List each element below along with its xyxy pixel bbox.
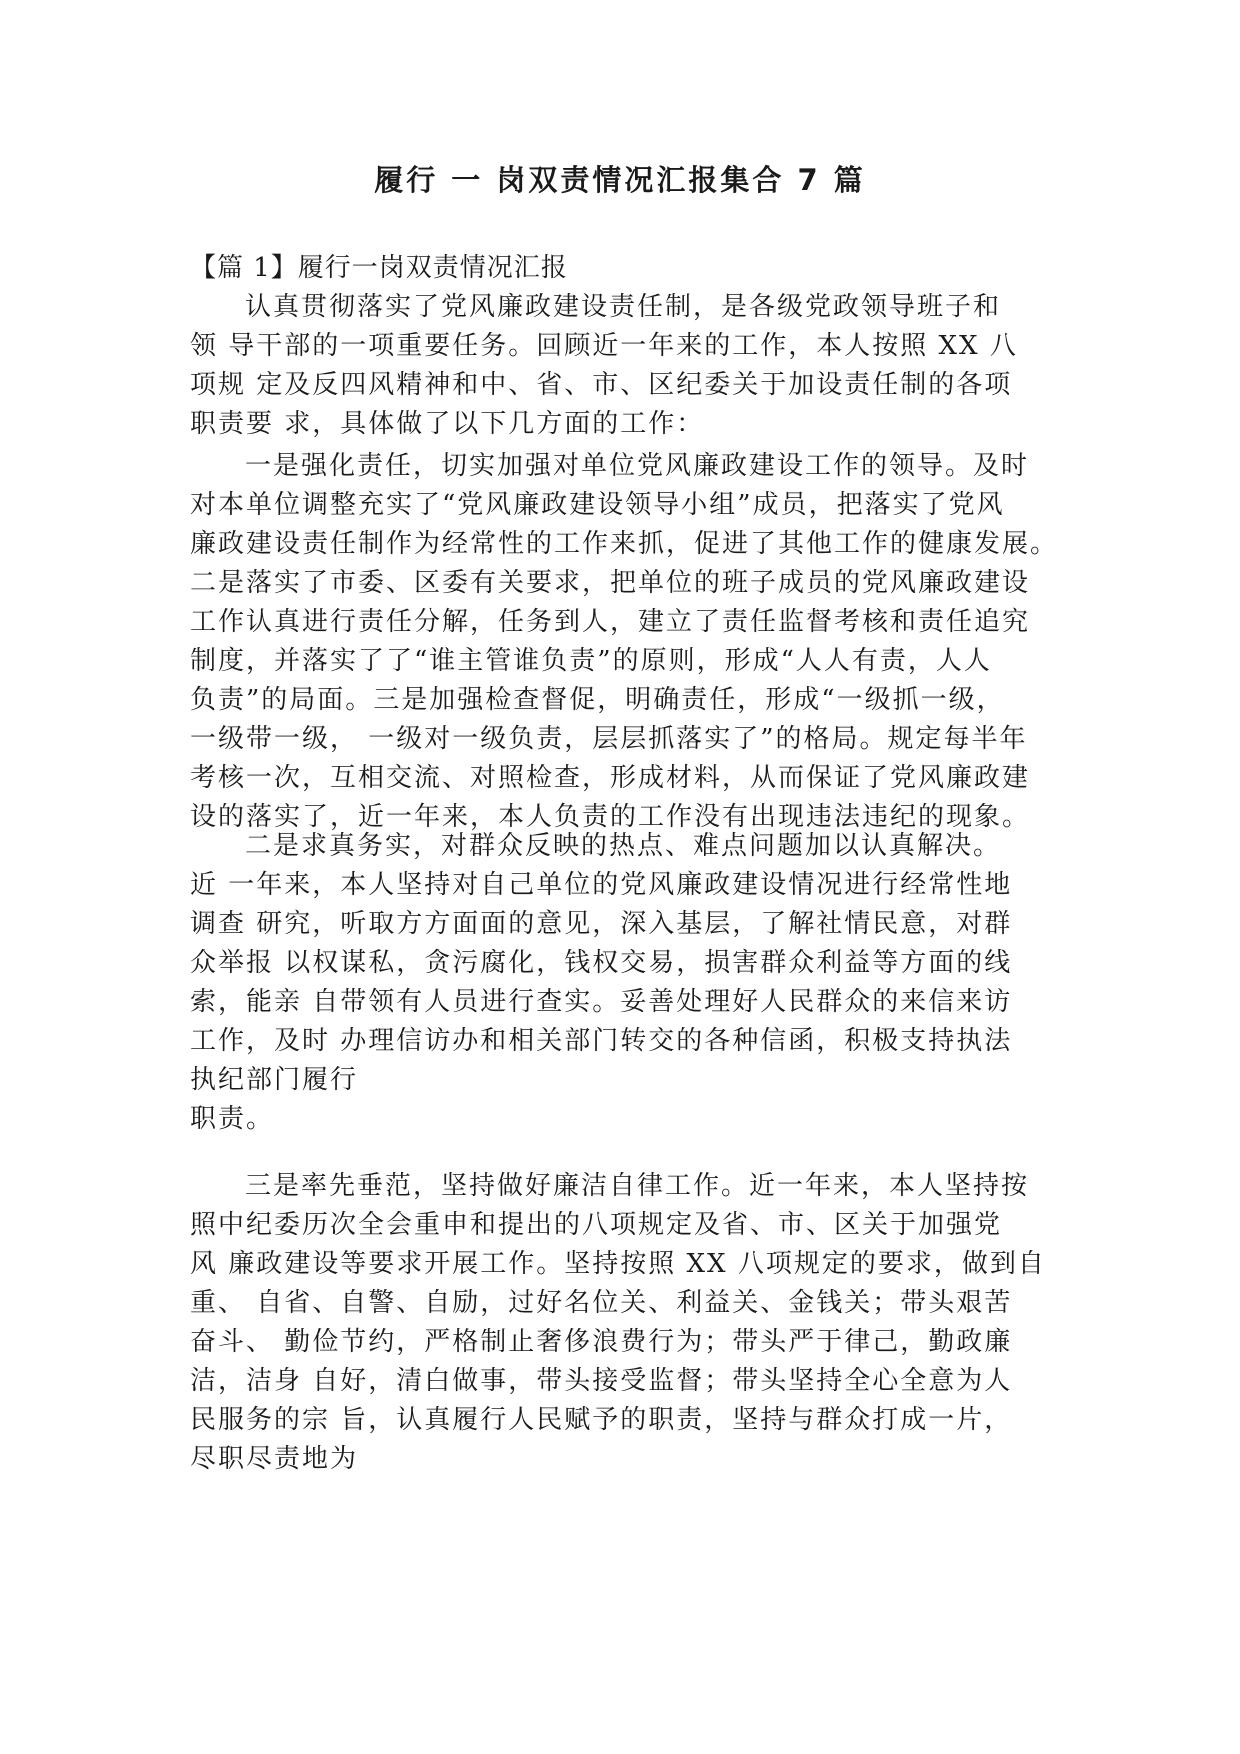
paragraph-line: 尽职尽责地为 bbox=[190, 1444, 359, 1474]
paragraph-line: 照中纪委历次全会重申和提出的八项规定及省、市、区关于加强党 bbox=[190, 1210, 1003, 1240]
paragraph-line: 认真贯彻落实了党风廉政建设责任制，是各级党政领导班子和 bbox=[245, 292, 1002, 322]
paragraph-line: 领 导干部的一项重要任务。回顾近一年来的工作，本人按照 XX 八 bbox=[190, 331, 1018, 361]
paragraph-line: 执纪部门履行 bbox=[190, 1065, 359, 1095]
paragraph-line: 廉政建设责任制作为经常性的工作来抓，促进了其他工作的健康发展。 bbox=[190, 529, 1059, 559]
paragraph-line: 重、 自省、自警、自励，过好名位关、利益关、金钱关；带头艰苦 bbox=[190, 1288, 1013, 1318]
paragraph-line: 二是求真务实，对群众反映的热点、难点问题加以认真解决。 bbox=[245, 831, 1002, 861]
section-heading: 【篇 1】履行一岗双责情况汇报 bbox=[190, 253, 568, 283]
paragraph-line: 近 一年来，本人坚持对自己单位的党风廉政建设情况进行经常性地 bbox=[190, 870, 1013, 900]
paragraph-line: 职责要 求，具体做了以下几方面的工作： bbox=[190, 409, 705, 439]
paragraph-line: 索，能亲 自带领有人员进行查实。妥善处理好人民群众的来信来访 bbox=[190, 987, 1013, 1017]
paragraph-line: 调查 研究，听取方方面面的意见，深入基层，了解社情民意，对群 bbox=[190, 909, 1013, 939]
paragraph-line: 考核一次，互相交流、对照检查，形成材料，从而保证了党风廉政建 bbox=[190, 763, 1031, 793]
paragraph-line: 风 廉政建设等要求开展工作。坚持按照 XX 八项规定的要求，做到自 bbox=[190, 1249, 1046, 1279]
paragraph-line: 工作认真进行责任分解，任务到人，建立了责任监督考核和责任追究 bbox=[190, 607, 1031, 637]
paragraph-line: 二是落实了市委、区委有关要求，把单位的班子成员的党风廉政建设 bbox=[190, 568, 1031, 598]
paragraph-1 bbox=[190, 288, 1050, 444]
paragraph-line: 民服务的宗 旨，认真履行人民赋予的职责，坚持与群众打成一片， bbox=[190, 1405, 1013, 1435]
paragraph-line: 负责”的局面。三是加强检查督促，明确责任，形成“一级抓一级， bbox=[190, 685, 1005, 715]
paragraph-line: 职责。 bbox=[190, 1104, 275, 1134]
paragraph-line: 一是强化责任，切实加强对单位党风廉政建设工作的领导。及时 bbox=[245, 451, 1030, 481]
paragraph-line: 制度，并落实了了“谁主管谁负责”的原则，形成“人人有责，人人 bbox=[190, 646, 992, 676]
paragraph-line: 洁，洁身 自好，清白做事，带头接受监督；带头坚持全心全意为人 bbox=[190, 1366, 1013, 1396]
paragraph-line: 工作，及时 办理信访办和相关部门转交的各种信函，积极支持执法 bbox=[190, 1026, 1013, 1056]
paragraph-line: 三是率先垂范，坚持做好廉洁自律工作。近一年来，本人坚持按 bbox=[245, 1171, 1030, 1201]
paragraph-line: 奋斗、 勤俭节约，严格制止奢侈浪费行为；带头严于律己，勤政廉 bbox=[190, 1327, 1013, 1357]
paragraph-line: 设的落实了，近一年来，本人负责的工作没有出现违法违纪的现象。 bbox=[190, 802, 1031, 832]
document-title: 履行 一 岗双责情况汇报集合 7 篇 bbox=[374, 163, 866, 197]
paragraph-2 bbox=[190, 447, 1059, 837]
paragraph-line: 对本单位调整充实了“党风廉政建设领导小组”成员，把落实了党风 bbox=[190, 490, 1005, 520]
paragraph-3 bbox=[190, 827, 1050, 1139]
paragraph-line: 项规 定及反四风精神和中、省、市、区纪委关于加设责任制的各项 bbox=[190, 370, 1013, 400]
paragraph-line: 众举报 以权谋私，贪污腐化，钱权交易，损害群众利益等方面的线 bbox=[190, 948, 1013, 978]
paragraph-line: 一级带一级， 一级对一级负责，层层抓落实了”的格局。规定每半年 bbox=[190, 724, 1028, 754]
paragraph-4 bbox=[190, 1167, 1050, 1479]
